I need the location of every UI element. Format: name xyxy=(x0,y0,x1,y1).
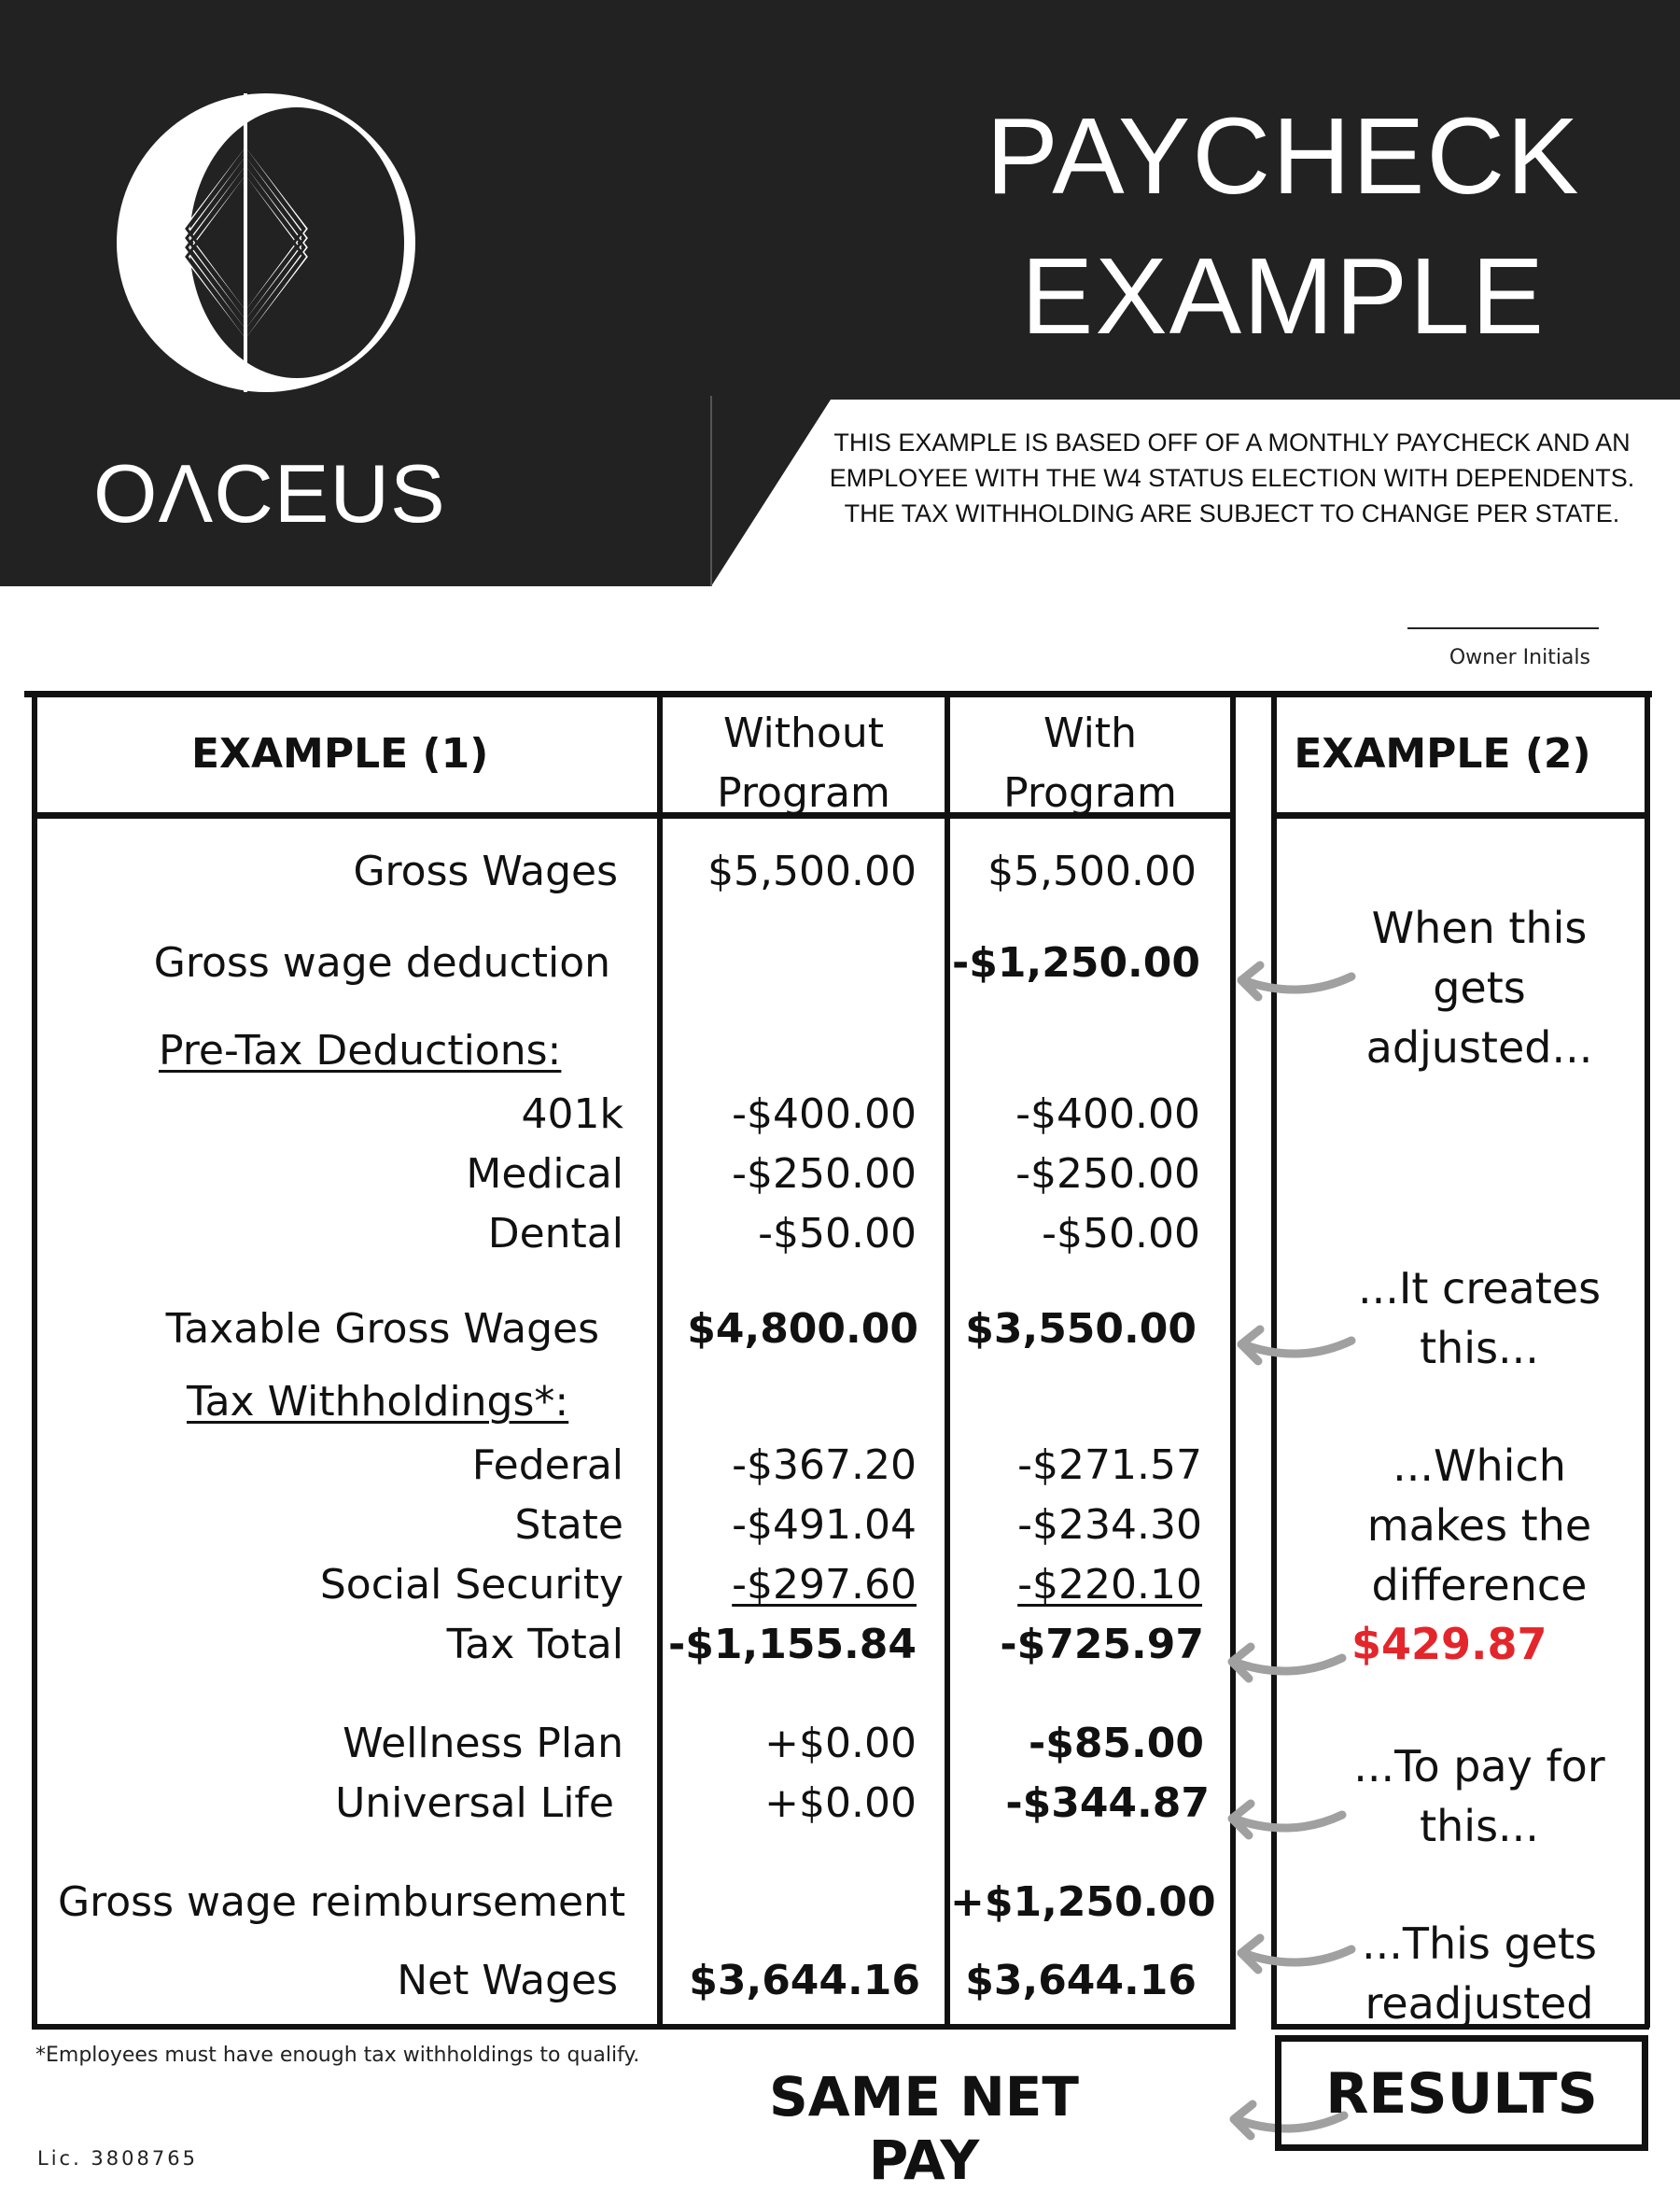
social-security-without-value: -$297.60 xyxy=(732,1561,917,1609)
table-left-border xyxy=(32,695,37,2028)
gross-wages-without: $5,500.00 xyxy=(707,848,917,895)
social-security-with xyxy=(950,1561,1202,1609)
social-security-label: Social Security xyxy=(319,1561,623,1609)
col-with-program xyxy=(950,704,1230,823)
dental-without: -$50.00 xyxy=(758,1210,917,1258)
difference-value: $429.87 xyxy=(1351,1619,1547,1669)
taxable-with: $3,550.00 xyxy=(965,1305,1197,1353)
gross-wage-deduction-with: -$1,250.00 xyxy=(952,939,1200,987)
col-without-program xyxy=(665,704,943,823)
wellness-with: -$85.00 xyxy=(1028,1720,1204,1767)
note-readjusted-line1: ...This gets xyxy=(1362,1918,1597,1969)
reimbursement-label: Gross wage reimbursement xyxy=(58,1878,626,1926)
results-box: RESULTS xyxy=(1275,2035,1648,2151)
tax-total-with: -$725.97 xyxy=(1000,1621,1204,1668)
social-security-without xyxy=(665,1561,917,1609)
note-pay-for-line2: this... xyxy=(1420,1801,1539,1851)
note-adjusted-line2: gets xyxy=(1433,963,1526,1013)
initials-label: Owner Initials xyxy=(1449,646,1590,669)
dental-with: -$50.00 xyxy=(1042,1210,1200,1258)
gross-wages-label: Gross Wages xyxy=(353,848,618,895)
reimbursement-with: +$1,250.00 xyxy=(950,1878,1216,1926)
federal-with: -$271.57 xyxy=(1017,1441,1202,1489)
universal-without: +$0.00 xyxy=(764,1779,917,1827)
title-line-2: EXAMPLE xyxy=(1021,235,1546,357)
arrow-creates-icon xyxy=(1232,1316,1353,1372)
net-wages-with: $3,644.16 xyxy=(965,1957,1197,2004)
medical-with: -$250.00 xyxy=(1015,1150,1200,1198)
note-adjusted-line3: adjusted... xyxy=(1365,1022,1593,1073)
dental-label: Dental xyxy=(487,1210,623,1258)
license-number: Lic. 3808765 xyxy=(37,2147,198,2170)
initials-signature-line[interactable] xyxy=(1407,627,1599,629)
col-with-line2: Program xyxy=(1003,769,1177,817)
note-creates-line2: this... xyxy=(1420,1323,1539,1373)
tax-total-label: Tax Total xyxy=(446,1621,623,1668)
note-difference-line1: ...Which xyxy=(1393,1440,1566,1491)
k401-without: -$400.00 xyxy=(732,1090,917,1138)
universal-with: -$344.87 xyxy=(1005,1779,1210,1827)
gross-wage-deduction-label: Gross wage deduction xyxy=(153,939,610,987)
note-difference-line2: makes the xyxy=(1366,1500,1592,1551)
state-label: State xyxy=(514,1501,623,1549)
arrow-adjusted-icon xyxy=(1232,952,1353,1008)
state-without: -$491.04 xyxy=(732,1501,917,1549)
net-wages-label: Net Wages xyxy=(397,1957,618,2004)
wellness-without: +$0.00 xyxy=(764,1720,917,1767)
tax-total-without: -$1,155.84 xyxy=(668,1621,917,1668)
k401-with: -$400.00 xyxy=(1015,1090,1200,1138)
note-readjusted-line2: readjusted xyxy=(1365,1978,1594,2029)
taxable-label: Taxable Gross Wages xyxy=(165,1305,599,1353)
col-with-line1: With xyxy=(1043,710,1137,757)
table-divider-1 xyxy=(657,695,663,2028)
tax-withholdings-heading: Tax Withholdings*: xyxy=(187,1378,569,1426)
oaceus-logo-icon xyxy=(110,89,455,397)
universal-life-label: Universal Life xyxy=(335,1779,614,1827)
k401-label: 401k xyxy=(521,1090,623,1138)
note-pay-for xyxy=(1288,1736,1671,1856)
col-without-line1: Without xyxy=(723,710,884,757)
note-pay-for-line1: ...To pay for xyxy=(1353,1741,1605,1792)
arrow-pay-for-icon xyxy=(1223,1791,1344,1847)
arrow-readjusted-icon xyxy=(1232,1925,1353,1981)
state-with: -$234.30 xyxy=(1017,1501,1202,1549)
medical-without: -$250.00 xyxy=(732,1150,917,1198)
medical-label: Medical xyxy=(466,1150,623,1198)
table-top-border xyxy=(24,691,1652,697)
note-creates-line1: ...It creates xyxy=(1357,1263,1602,1314)
col-without-line2: Program xyxy=(717,769,890,817)
arrow-difference-icon xyxy=(1223,1634,1344,1690)
footnote: *Employees must have enough tax withholdings to qualify. xyxy=(35,2044,640,2067)
wellness-plan-label: Wellness Plan xyxy=(343,1720,623,1767)
table-header-divider-right xyxy=(1271,812,1649,819)
note-difference-line3: difference xyxy=(1371,1560,1588,1610)
gross-wages-with: $5,500.00 xyxy=(987,848,1197,895)
federal-without: -$367.20 xyxy=(732,1441,917,1489)
net-wages-without: $3,644.16 xyxy=(689,1957,920,2004)
social-security-with-value: -$220.10 xyxy=(1017,1561,1202,1609)
brand-name: OΛCEUS xyxy=(93,447,446,540)
note-difference xyxy=(1288,1436,1671,1615)
pretax-heading: Pre-Tax Deductions: xyxy=(159,1027,562,1075)
example-2-header: EXAMPLE (2) xyxy=(1294,730,1591,778)
title-line-1: PAYCHECK xyxy=(986,95,1581,217)
page-title xyxy=(933,86,1633,366)
example-note: THIS EXAMPLE IS BASED OFF OF A MONTHLY PAYCHECK AND AN EMPLOYEE WITH THE W4 STATUS ELECTION WITH DEPENDENTS. THE TAX WITHHOLDING ARE SUBJECT TO CHANGE PER STATE. xyxy=(829,429,1635,527)
note-adjusted-line1: When this xyxy=(1371,903,1588,953)
federal-label: Federal xyxy=(471,1441,623,1489)
table-bottom-border xyxy=(32,2024,1236,2030)
taxable-without: $4,800.00 xyxy=(687,1305,918,1353)
same-net-pay: SAME NET PAY xyxy=(769,2065,1079,2192)
example-1-header: EXAMPLE (1) xyxy=(191,730,489,778)
